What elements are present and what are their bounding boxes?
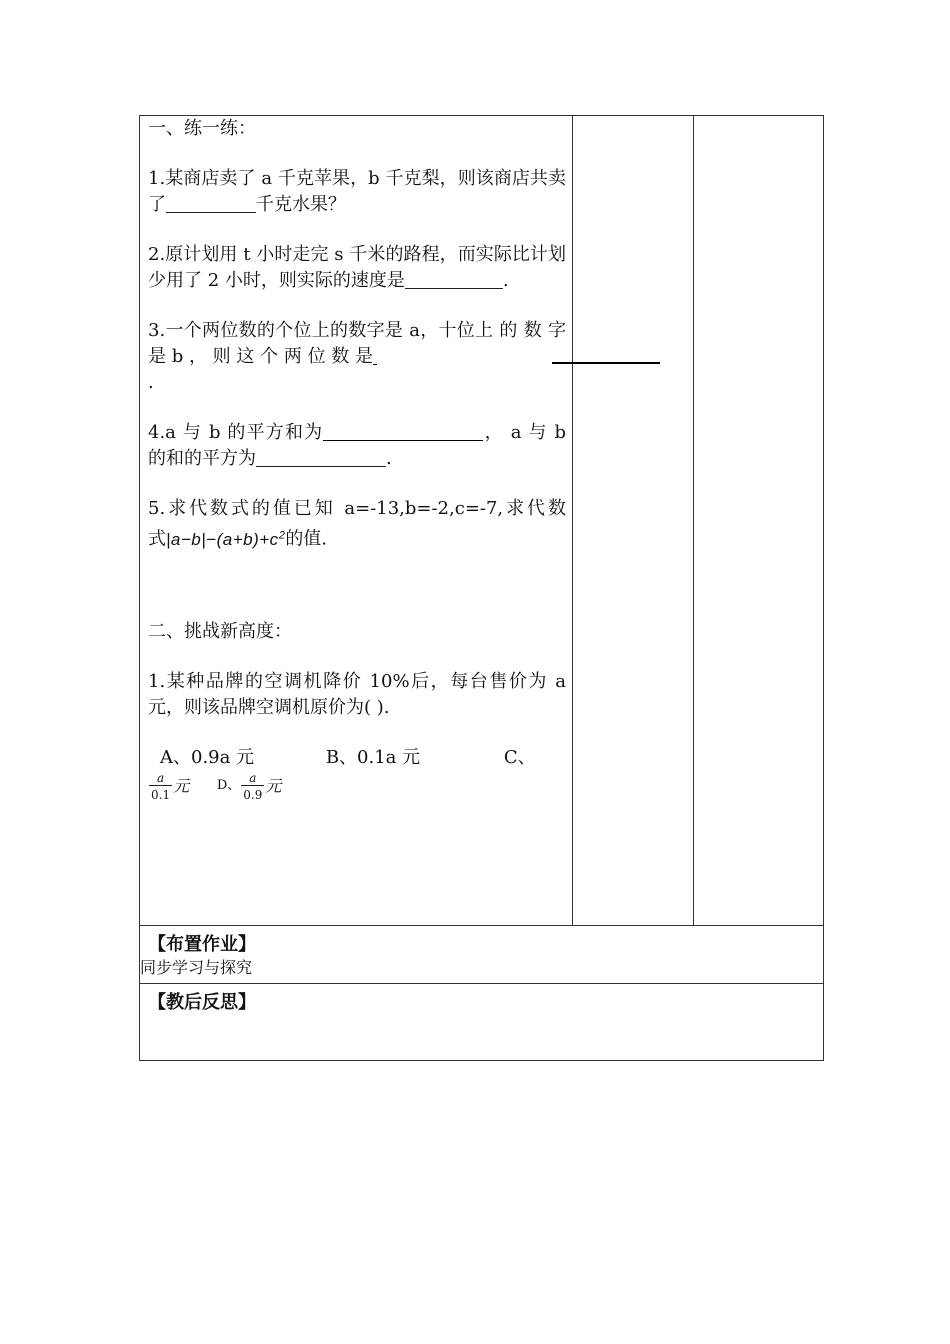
option-a[interactable]: A、0.9a 元 [160, 746, 255, 768]
table-bottom-border [139, 1060, 824, 1061]
table-row-divider-reflection [139, 983, 824, 984]
exercise-column [148, 116, 566, 811]
question-2: 2.原计划用 t 小时走完 s 千米的路程，而实际比计划少用了 2 小时，则实际的速度是 . [148, 244, 566, 291]
answer-blank-q3-overflow [552, 362, 660, 364]
reflection-title: 【教后反思】 [148, 992, 256, 1013]
question-3: 3.一个两位数的个位上的数字是 a，十位上 的 数 字 是 b ， 则 这 个 两 位 数 是 . [148, 318, 566, 396]
table-left-border [139, 115, 140, 1061]
question-5: 5.求代数式的值已知 a=-13,b=-2,c=-7,求代数式$|a-b|-(a+b)+c^2$的值. [148, 498, 566, 550]
table-column-divider-2 [693, 115, 694, 926]
option-c-label[interactable]: C、 [503, 746, 536, 768]
fraction-options: $\frac{a}{0.1}$ 元 D、 $\frac{a}{0.9}$ 元 [151, 770, 282, 802]
answer-blank-q4a[interactable] [323, 422, 483, 441]
table-column-divider-1 [572, 115, 573, 926]
table-row-divider-homework [139, 925, 824, 926]
algebraic-expression: $|a-b|-(a+b)+c^2$ [166, 529, 286, 549]
answer-blank-q2[interactable] [405, 270, 503, 289]
challenge-question-1: 1.某种品牌的空调机降价 10%后，每台售价为 a 元，则该品牌空调机原价为( ). [148, 670, 566, 718]
option-b[interactable]: B、0.1a 元 [325, 746, 421, 768]
homework-title: 【布置作业】 [148, 934, 256, 955]
section1-title: 一、练一练： [148, 118, 256, 139]
question-1: 1.某商店卖了 a 千克苹果，b 千克梨，则该商店共卖了 千克水果？ [148, 168, 566, 215]
answer-blank-q3[interactable] [373, 346, 377, 365]
answer-blank-q4b[interactable] [256, 448, 386, 467]
homework-body: 同步学习与探究 [140, 958, 253, 977]
question-4: 4.a 与 b 的平方和为 ， a 与 b 的和的平方为 . [148, 422, 567, 469]
answer-blank-q1[interactable] [166, 194, 256, 213]
section2-title: 二、挑战新高度： [148, 620, 292, 642]
option-c-fraction: $\frac{a}{0.1}$ [151, 770, 171, 802]
table-right-border [823, 115, 824, 1061]
option-d-fraction: $\frac{a}{0.9}$ [243, 770, 263, 802]
answer-options [148, 745, 566, 771]
option-d-label[interactable]: D、 [216, 778, 241, 794]
